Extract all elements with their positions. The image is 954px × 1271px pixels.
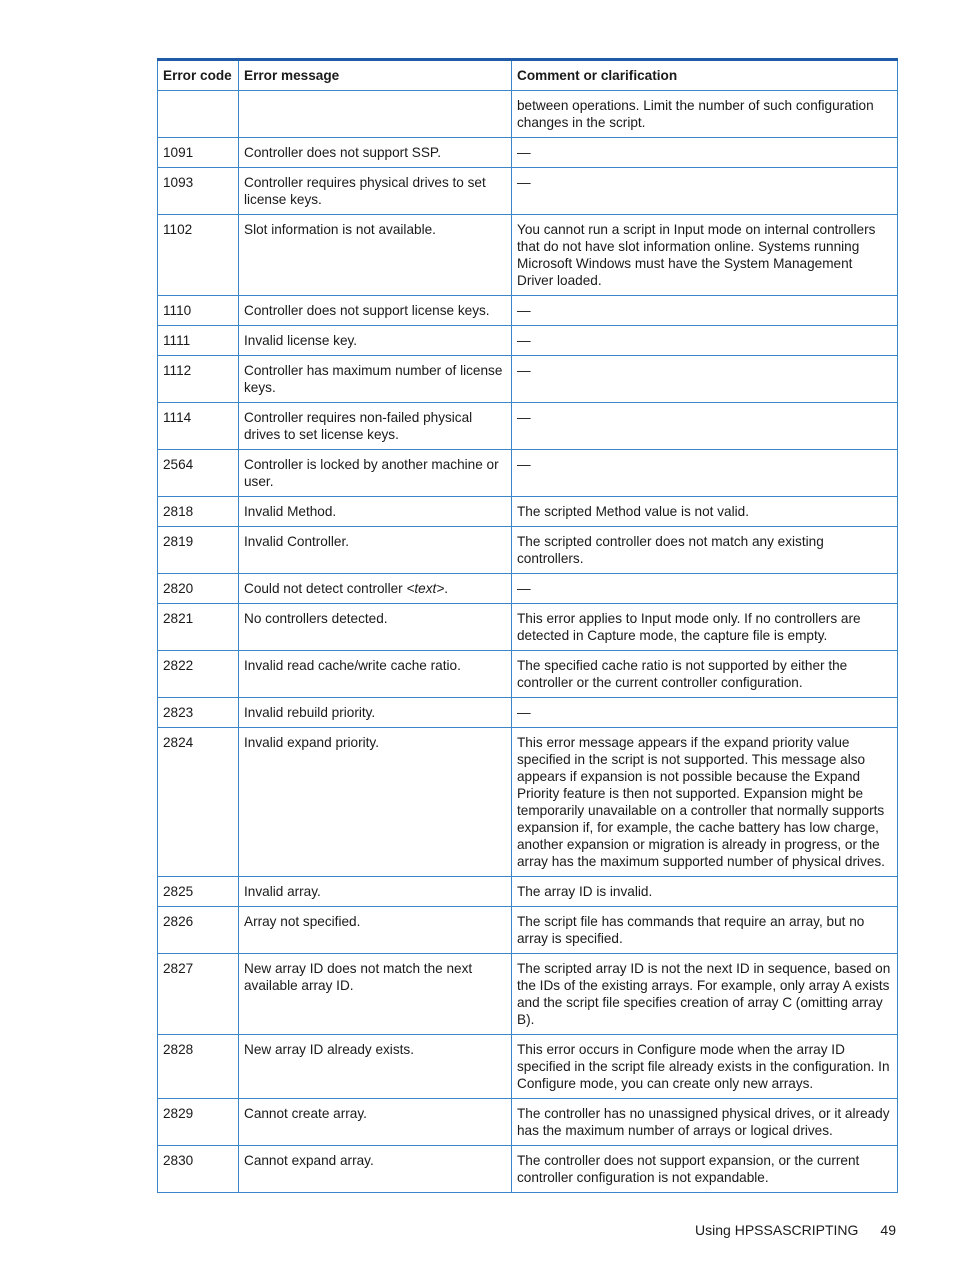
cell-error-code: 1114 [158,403,239,450]
cell-error-message: Slot information is not available. [239,215,512,296]
table-row [158,604,898,651]
header-error-code: Error code [158,60,239,91]
cell-error-code: 2826 [158,907,239,954]
cell-error-code [158,91,239,138]
cell-error-message: Invalid read cache/write cache ratio. [239,651,512,698]
table-row [158,728,898,877]
cell-error-code: 2823 [158,698,239,728]
cell-error-code: 2818 [158,497,239,527]
table-row [158,450,898,497]
header-comment: Comment or clarification [512,60,898,91]
cell-error-message: Controller requires non-failed physical drives to set license keys. [239,403,512,450]
table-row [158,168,898,215]
cell-error-code: 2821 [158,604,239,651]
cell-error-code: 1110 [158,296,239,326]
table-row [158,403,898,450]
cell-comment: The array ID is invalid. [512,877,898,907]
cell-error-message: Controller does not support SSP. [239,138,512,168]
cell-error-code: 2827 [158,954,239,1035]
table-row [158,954,898,1035]
table-row [158,574,898,604]
table-row [158,907,898,954]
cell-error-message: Cannot create array. [239,1099,512,1146]
cell-error-code: 1102 [158,215,239,296]
cell-error-code: 2824 [158,728,239,877]
cell-error-message: Controller requires physical drives to set license keys. [239,168,512,215]
table-row [158,1146,898,1193]
cell-error-code: 2822 [158,651,239,698]
page-number: 49 [880,1222,896,1238]
error-code-table [157,58,898,1193]
cell-error-message: Controller does not support license keys. [239,296,512,326]
cell-error-code: 2828 [158,1035,239,1099]
cell-comment: — [512,403,898,450]
cell-error-code: 2830 [158,1146,239,1193]
cell-comment: — [512,138,898,168]
table-row [158,651,898,698]
message-tail: . [444,581,449,596]
cell-comment: You cannot run a script in Input mode on internal controllers that do not have slot information online. Systems running Microsoft Windows must have the System Management Driver loaded. [512,215,898,296]
cell-comment: The scripted Method value is not valid. [512,497,898,527]
table-header-row [158,60,898,91]
cell-comment: — [512,450,898,497]
cell-comment: — [512,356,898,403]
message-text: Could not detect controller [244,581,407,596]
table-row [158,698,898,728]
cell-error-message: Controller has maximum number of license keys. [239,356,512,403]
cell-comment: This error occurs in Configure mode when the array ID specified in the script file already exists in the configuration. In Configure mode, you can create only new arrays. [512,1035,898,1099]
table-row [158,1099,898,1146]
cell-error-code: 2819 [158,527,239,574]
cell-error-message: Invalid license key. [239,326,512,356]
cell-error-message: Controller is locked by another machine or user. [239,450,512,497]
table-row [158,527,898,574]
table-row [158,296,898,326]
cell-error-code: 1091 [158,138,239,168]
cell-comment: — [512,168,898,215]
cell-error-message: Invalid expand priority. [239,728,512,877]
cell-comment: The script file has commands that require an array, but no array is specified. [512,907,898,954]
cell-error-code: 2820 [158,574,239,604]
cell-comment: This error message appears if the expand priority value specified in the script is not supported. This message also appears if expansion is not possible because the Expand Priority feature is then not supported. Expansion might be temporarily unavailable on a controller that normally supports expansion if, for example, the cache battery has low charge, another expansion or migration is already in progress, or the array has the maximum supported number of physical drives. [512,728,898,877]
table-row [158,138,898,168]
message-placeholder: <text> [406,581,445,596]
cell-error-message: Cannot expand array. [239,1146,512,1193]
table-row [158,326,898,356]
cell-comment: This error applies to Input mode only. If no controllers are detected in Capture mode, the capture file is empty. [512,604,898,651]
footer-section-title: Using HPSSASCRIPTING [695,1222,859,1238]
table-row [158,91,898,138]
cell-error-message: Array not specified. [239,907,512,954]
page-footer [695,1222,896,1238]
cell-error-code: 1112 [158,356,239,403]
cell-error-message: Invalid rebuild priority. [239,698,512,728]
cell-error-message [239,574,512,604]
header-error-message: Error message [239,60,512,91]
cell-error-message: Invalid array. [239,877,512,907]
cell-error-code: 2829 [158,1099,239,1146]
cell-comment: — [512,698,898,728]
cell-comment: The specified cache ratio is not supported by either the controller or the current controller configuration. [512,651,898,698]
table-body [158,91,898,1193]
cell-error-code: 1093 [158,168,239,215]
cell-comment: The controller has no unassigned physical drives, or it already has the maximum number of arrays or logical drives. [512,1099,898,1146]
cell-error-message: New array ID does not match the next available array ID. [239,954,512,1035]
cell-comment: between operations. Limit the number of such configuration changes in the script. [512,91,898,138]
table-row [158,1035,898,1099]
cell-comment: The scripted array ID is not the next ID in sequence, based on the IDs of the existing arrays. For example, only array A exists and the script file specifies creation of array C (omitting array B). [512,954,898,1035]
cell-error-code: 1111 [158,326,239,356]
cell-error-message: No controllers detected. [239,604,512,651]
cell-comment: — [512,296,898,326]
table-row [158,877,898,907]
cell-comment: The controller does not support expansion, or the current controller configuration is not expandable. [512,1146,898,1193]
cell-error-message: New array ID already exists. [239,1035,512,1099]
error-code-table-container [157,58,897,1193]
cell-comment: — [512,326,898,356]
table-row [158,356,898,403]
cell-comment: The scripted controller does not match any existing controllers. [512,527,898,574]
table-row [158,497,898,527]
cell-error-code: 2825 [158,877,239,907]
cell-error-message: Invalid Controller. [239,527,512,574]
cell-error-message: Invalid Method. [239,497,512,527]
cell-error-message [239,91,512,138]
cell-comment: — [512,574,898,604]
table-row [158,215,898,296]
cell-error-code: 2564 [158,450,239,497]
